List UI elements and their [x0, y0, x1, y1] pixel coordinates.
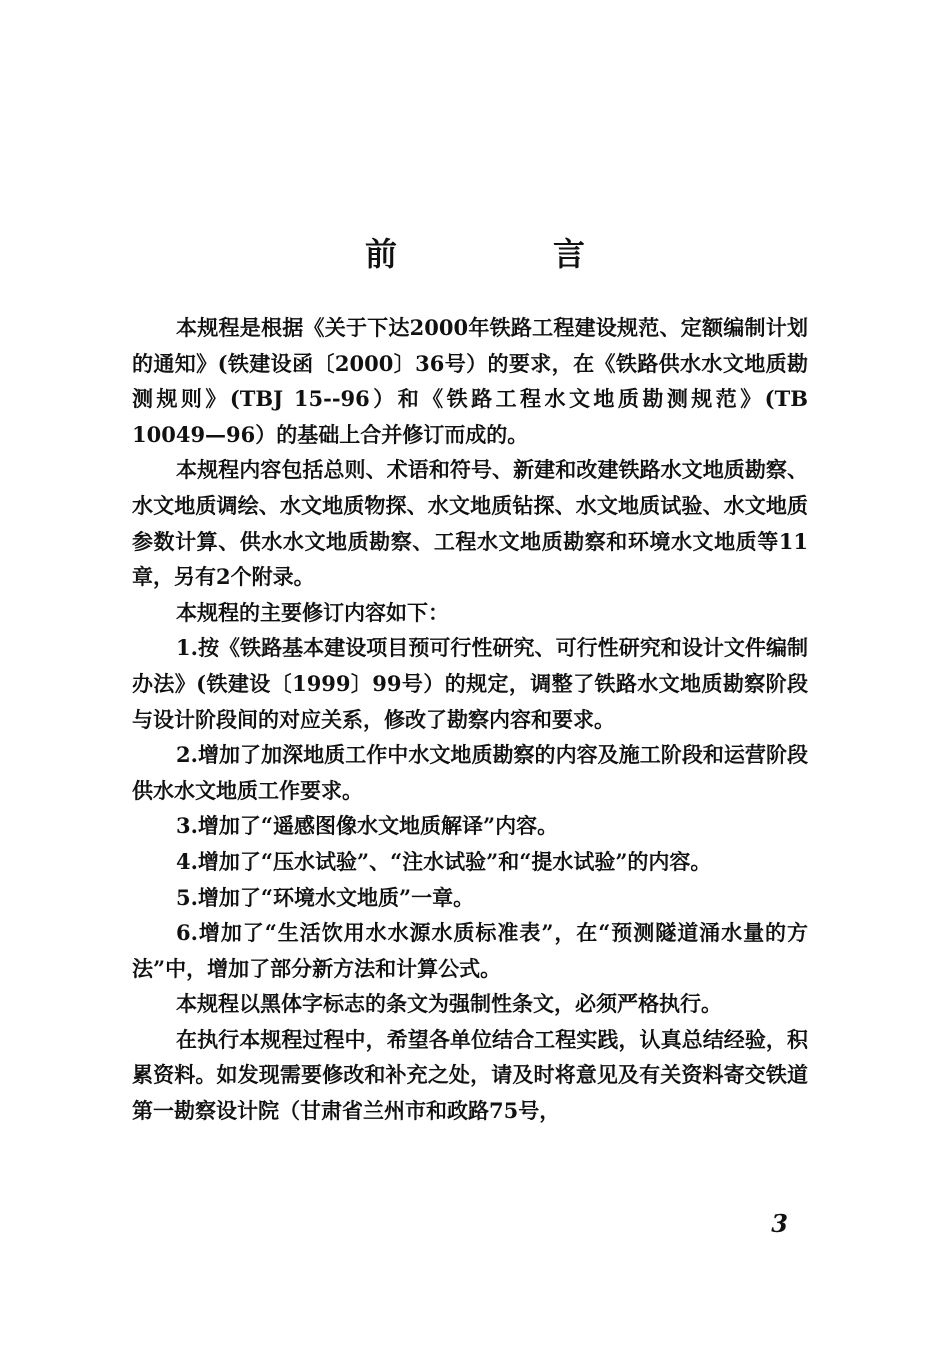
- paragraph-mandatory-clauses: 本规程以黑体字标志的条文为强制性条文，必须严格执行。: [176, 991, 722, 1017]
- revision-item-1: 1.按《铁路基本建设项目预可行性研究、可行性研究和设计文件编制办法》(铁建设〔1999〕99号）的规定，调整了铁路水文地质勘察阶段与设计阶段间的对应关系，修改了勘察内容和要求。: [132, 635, 808, 732]
- page-title: 前 言: [364, 235, 647, 273]
- revision-item-6: 6.增加了“生活饮用水水源水质标准表”，在“预测隧道涌水量的方法”中，增加了部分新方法和计算公式。: [132, 920, 808, 981]
- paragraph-revisions-intro: 本规程的主要修订内容如下：: [176, 599, 449, 625]
- revision-item-5: 5.增加了“环境水文地质”一章。: [176, 884, 475, 910]
- revision-item-3: 3.增加了“遥感图像水文地质解译”内容。: [176, 813, 559, 839]
- paragraph-feedback: 在执行本规程过程中，希望各单位结合工程实践，认真总结经验，积累资料。如发现需要修改和补充之处，请及时将意见及有关资料寄交铁道第一勘察设计院（甘肃省兰州市和政路75号，: [132, 1026, 808, 1124]
- paragraph-contents: 本规程内容包括总则、术语和符号、新建和改建铁路水文地质勘察、水文地质调绘、水文地质物探、水文地质钻探、水文地质试验、水文地质参数计算、供水水文地质勘察、工程水文地质勘察和环境水文地质等11章，另有2个附录。: [132, 457, 808, 590]
- preface-body: [132, 310, 808, 1129]
- revision-item-2: 2.增加了加深地质工作中水文地质勘察的内容及施工阶段和运营阶段供水水文地质工作要求。: [132, 742, 808, 803]
- revision-item-4: 4.增加了“压水试验”、“注水试验”和“提水试验”的内容。: [176, 848, 712, 874]
- paragraph-basis: 本规程是根据《关于下达2000年铁路工程建设规范、定额编制计划的通知》(铁建设函〔2000〕36号）的要求，在《铁路供水水文地质勘测规则》(TBJ 15--96）和《铁路工程水文地质勘测规范》(TB 10049—96）的基础上合并修订而成的。: [132, 315, 808, 447]
- page-number: 3: [771, 1209, 788, 1238]
